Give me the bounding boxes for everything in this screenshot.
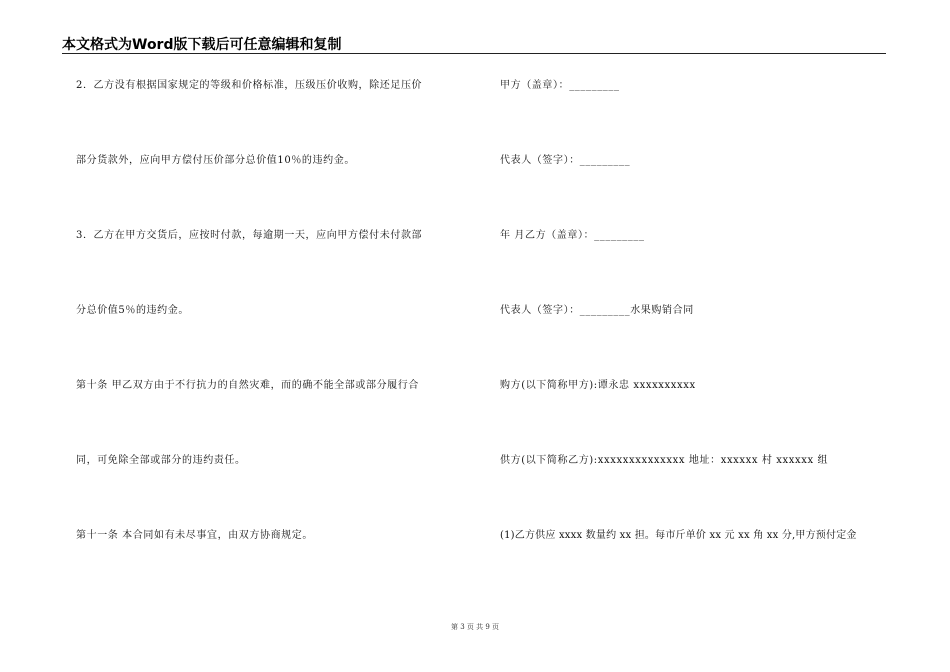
document-header-title: 本文格式为Word版下载后可任意编辑和复制 [62,37,342,53]
left-line-2: 部分货款外，应向甲方偿付压价部分总价值10％的违约金。 [76,155,355,166]
left-line-3: 3．乙方在甲方交货后，应按时付款，每逾期一天，应向甲方偿付未付款部 [76,230,423,241]
right-line-2: 代表人（签字）：_________ [500,155,631,166]
right-line-5: 购方(以下简称甲方):谭永忠 xxxxxxxxxx [500,380,696,391]
right-line-3: 年 月乙方（盖章）：_________ [500,230,645,241]
right-line-4: 代表人（签字）：_________水果购销合同 [500,305,694,316]
left-line-6: 同，可免除全部或部分的违约责任。 [76,455,246,466]
right-line-1: 甲方（盖章）：_________ [500,80,620,91]
page-number: 第 3 页 共 9 页 [450,623,500,631]
left-line-4: 分总价值5％的违约金。 [76,305,189,316]
right-line-6: 供方(以下简称乙方):xxxxxxxxxxxxxx 地址：xxxxxx 村 xxxxxx 组 [500,455,829,466]
left-line-7: 第十一条 本合同如有未尽事宜，由双方协商规定。 [76,530,313,541]
left-line-1: 2．乙方没有根据国家规定的等级和价格标准，压级压价收购，除还足压价 [76,80,423,91]
left-line-5: 第十条 甲乙双方由于不行抗力的自然灾难，而的确不能全部或部分履行合 [76,380,419,391]
right-line-7: (1)乙方供应 xxxx 数量约 xx 担。每市斤单价 xx 元 xx 角 xx 分,甲方预付定金 [500,530,857,541]
header-divider [62,53,886,54]
